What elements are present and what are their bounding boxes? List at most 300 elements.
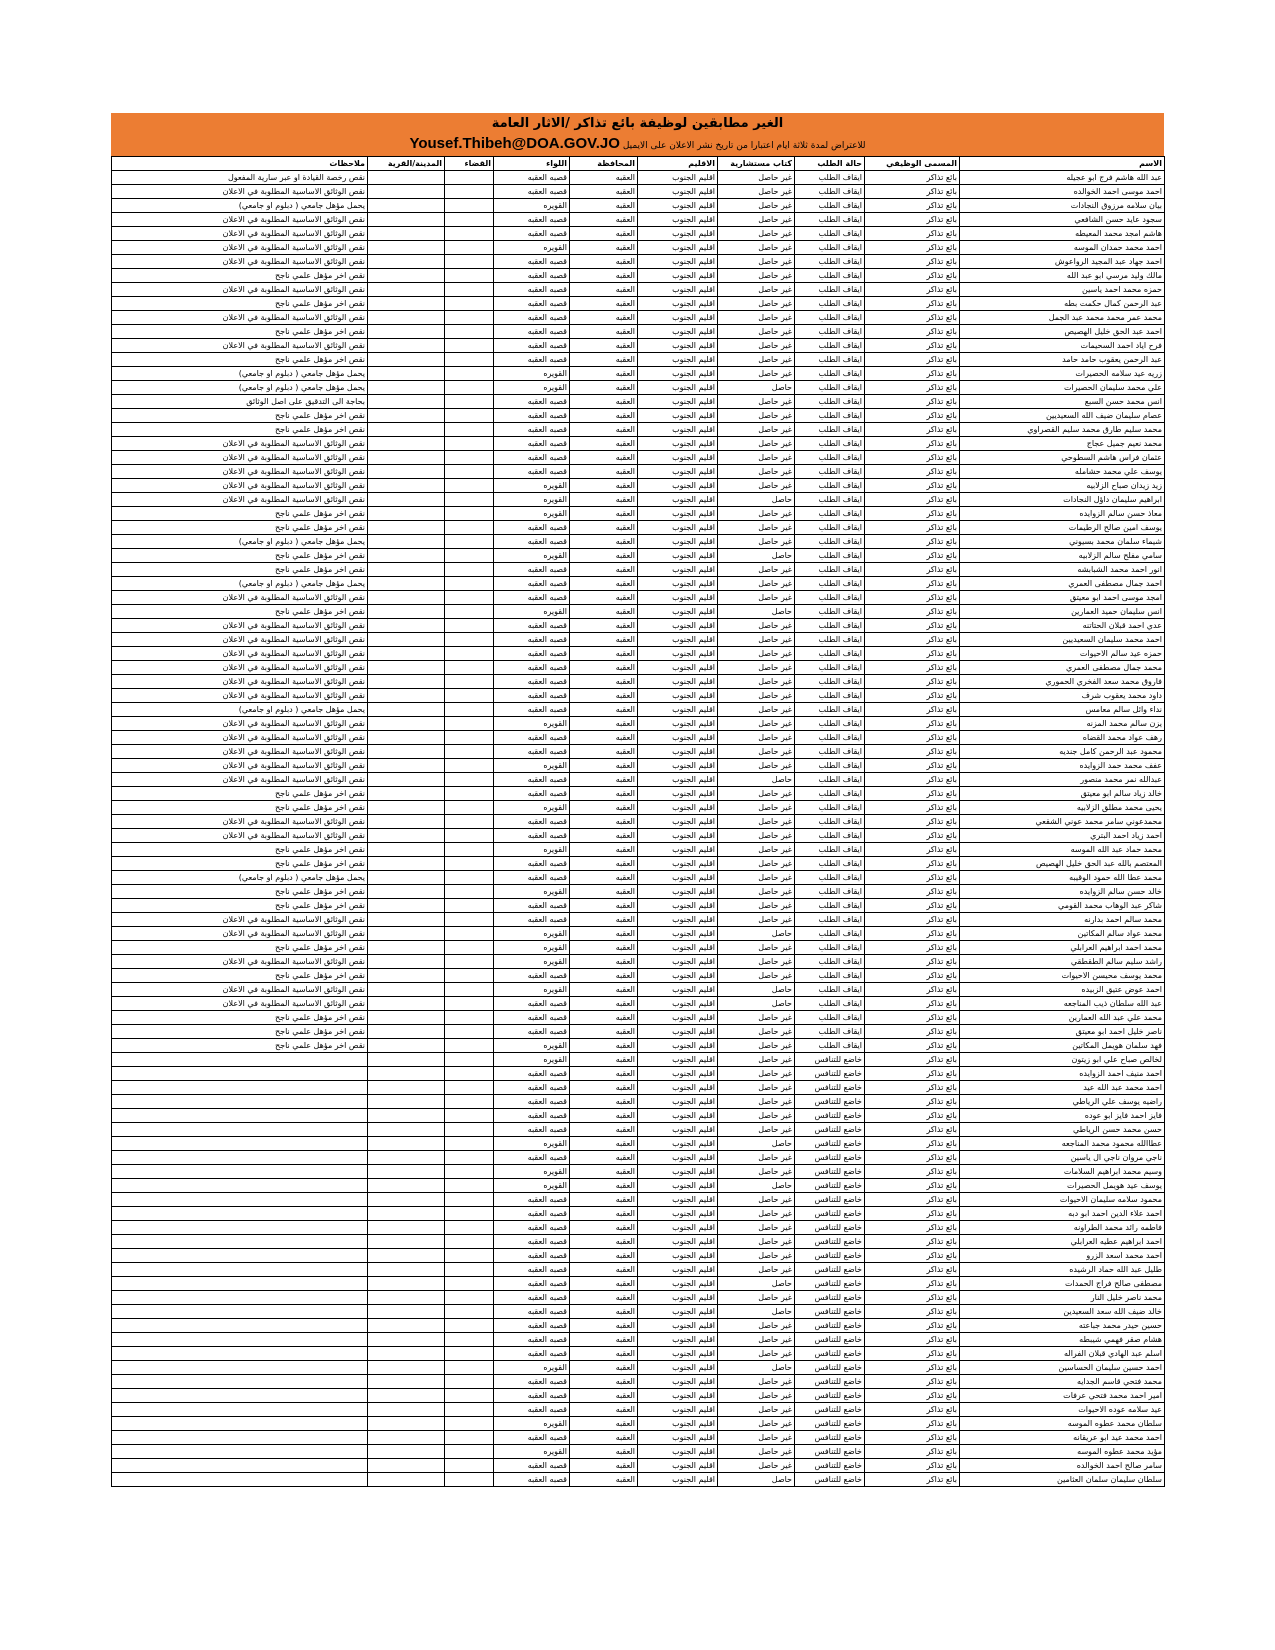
cell-region: اقليم الجنوب — [638, 1137, 718, 1151]
cell-region: اقليم الجنوب — [638, 1207, 718, 1221]
cell-subdistrict — [445, 1361, 494, 1375]
cell-governorate: العقبه — [570, 703, 638, 717]
cell-district: القويره — [494, 1179, 570, 1193]
cell-district: القويره — [494, 801, 570, 815]
cell-subdistrict — [445, 451, 494, 465]
cell-governorate: العقبه — [570, 1221, 638, 1235]
cell-notes — [112, 1179, 368, 1193]
cell-name: شيماء سلمان محمد بسيوني — [960, 535, 1165, 549]
cell-job-title: بائع تذاكر — [865, 1277, 960, 1291]
cell-district: قصبه العقبه — [494, 899, 570, 913]
cell-job-title: بائع تذاكر — [865, 213, 960, 227]
cell-governorate: العقبه — [570, 325, 638, 339]
cell-region: اقليم الجنوب — [638, 829, 718, 843]
cell-request-status: ايقاف الطلب — [795, 185, 865, 199]
table-row — [112, 745, 1165, 759]
cell-notes: نقص الوثائق الاساسية المطلوبة في الاعلان — [112, 283, 368, 297]
cell-ministry-letter: غير حاصل — [718, 199, 795, 213]
cell-job-title: بائع تذاكر — [865, 1179, 960, 1193]
cell-name: احمد محمد حمدان الموسه — [960, 241, 1165, 255]
cell-district: قصبه العقبه — [494, 1375, 570, 1389]
cell-subdistrict — [445, 1277, 494, 1291]
cell-district: قصبه العقبه — [494, 773, 570, 787]
cell-ministry-letter: غير حاصل — [718, 1207, 795, 1221]
cell-region: اقليم الجنوب — [638, 1473, 718, 1487]
cell-city-village — [368, 353, 445, 367]
cell-governorate: العقبه — [570, 577, 638, 591]
cell-ministry-letter: غير حاصل — [718, 563, 795, 577]
cell-request-status: خاضع للتنافس — [795, 1165, 865, 1179]
cell-subdistrict — [445, 1235, 494, 1249]
cell-region: اقليم الجنوب — [638, 1277, 718, 1291]
cell-subdistrict — [445, 675, 494, 689]
cell-job-title: بائع تذاكر — [865, 1473, 960, 1487]
cell-region: اقليم الجنوب — [638, 521, 718, 535]
cell-job-title: بائع تذاكر — [865, 1039, 960, 1053]
cell-region: اقليم الجنوب — [638, 465, 718, 479]
cell-job-title: بائع تذاكر — [865, 1235, 960, 1249]
cell-ministry-letter: غير حاصل — [718, 1417, 795, 1431]
cell-region: اقليم الجنوب — [638, 717, 718, 731]
cell-job-title: بائع تذاكر — [865, 983, 960, 997]
objection-email-link[interactable]: Yousef.Thibeh@DOA.GOV.JO — [409, 135, 620, 152]
cell-notes — [112, 1361, 368, 1375]
cell-district: قصبه العقبه — [494, 437, 570, 451]
cell-city-village — [368, 325, 445, 339]
table-row — [112, 591, 1165, 605]
cell-region: اقليم الجنوب — [638, 395, 718, 409]
cell-governorate: العقبه — [570, 633, 638, 647]
cell-ministry-letter: حاصل — [718, 381, 795, 395]
table-row — [112, 1011, 1165, 1025]
column-header-governorate: المحافظة — [570, 157, 638, 171]
cell-governorate: العقبه — [570, 451, 638, 465]
cell-name: هاشم امجد محمد المعيطه — [960, 227, 1165, 241]
cell-governorate: العقبه — [570, 1403, 638, 1417]
cell-district: القويره — [494, 381, 570, 395]
cell-city-village — [368, 689, 445, 703]
cell-name: انس سليمان حميد العمارين — [960, 605, 1165, 619]
cell-name: عبد الله هاشم فرج ابو عجيله — [960, 171, 1165, 185]
cell-request-status: ايقاف الطلب — [795, 857, 865, 871]
cell-district: القويره — [494, 717, 570, 731]
cell-job-title: بائع تذاكر — [865, 437, 960, 451]
cell-subdistrict — [445, 661, 494, 675]
cell-district: قصبه العقبه — [494, 913, 570, 927]
cell-governorate: العقبه — [570, 563, 638, 577]
cell-district: قصبه العقبه — [494, 1347, 570, 1361]
cell-subdistrict — [445, 927, 494, 941]
cell-request-status: خاضع للتنافس — [795, 1151, 865, 1165]
cell-subdistrict — [445, 1333, 494, 1347]
cell-region: اقليم الجنوب — [638, 325, 718, 339]
cell-request-status: ايقاف الطلب — [795, 535, 865, 549]
cell-name: علي محمد سليمان الحصيرات — [960, 381, 1165, 395]
cell-ministry-letter: حاصل — [718, 1179, 795, 1193]
cell-subdistrict — [445, 941, 494, 955]
cell-governorate: العقبه — [570, 717, 638, 731]
cell-region: اقليم الجنوب — [638, 773, 718, 787]
cell-governorate: العقبه — [570, 171, 638, 185]
cell-ministry-letter: غير حاصل — [718, 437, 795, 451]
cell-governorate: العقبه — [570, 913, 638, 927]
cell-governorate: العقبه — [570, 1319, 638, 1333]
cell-region: اقليم الجنوب — [638, 787, 718, 801]
cell-governorate: العقبه — [570, 1333, 638, 1347]
cell-city-village — [368, 185, 445, 199]
cell-region: اقليم الجنوب — [638, 1039, 718, 1053]
cell-name: فرح اياد احمد السحيمات — [960, 339, 1165, 353]
cell-request-status: ايقاف الطلب — [795, 843, 865, 857]
cell-governorate: العقبه — [570, 297, 638, 311]
cell-name: محمود سلامه سليمان الاحيوات — [960, 1193, 1165, 1207]
cell-name: خالد زياد سالم ابو معيتق — [960, 787, 1165, 801]
table-row — [112, 1375, 1165, 1389]
cell-governorate: العقبه — [570, 1277, 638, 1291]
cell-subdistrict — [445, 815, 494, 829]
cell-notes — [112, 1109, 368, 1123]
cell-request-status: خاضع للتنافس — [795, 1109, 865, 1123]
table-row — [112, 1445, 1165, 1459]
cell-name: محمد عطا الله حمود الوقيبه — [960, 871, 1165, 885]
table-row — [112, 1151, 1165, 1165]
cell-request-status: ايقاف الطلب — [795, 675, 865, 689]
cell-request-status: خاضع للتنافس — [795, 1095, 865, 1109]
cell-city-village — [368, 493, 445, 507]
cell-governorate: العقبه — [570, 1235, 638, 1249]
table-row — [112, 1347, 1165, 1361]
cell-notes: نقص اخر مؤهل علمي ناجح — [112, 423, 368, 437]
cell-subdistrict — [445, 549, 494, 563]
cell-request-status: خاضع للتنافس — [795, 1291, 865, 1305]
cell-notes — [112, 1459, 368, 1473]
cell-job-title: بائع تذاكر — [865, 1025, 960, 1039]
cell-district: قصبه العقبه — [494, 311, 570, 325]
cell-job-title: بائع تذاكر — [865, 661, 960, 675]
cell-request-status: ايقاف الطلب — [795, 969, 865, 983]
cell-request-status: ايقاف الطلب — [795, 689, 865, 703]
cell-city-village — [368, 507, 445, 521]
table-row — [112, 857, 1165, 871]
cell-notes: نقص الوثائق الاساسية المطلوبة في الاعلان — [112, 815, 368, 829]
cell-subdistrict — [445, 465, 494, 479]
table-row — [112, 199, 1165, 213]
cell-city-village — [368, 661, 445, 675]
cell-subdistrict — [445, 801, 494, 815]
cell-name: انس محمد حسن السبع — [960, 395, 1165, 409]
cell-district: قصبه العقبه — [494, 689, 570, 703]
table-row — [112, 1039, 1165, 1053]
cell-notes: نقص الوثائق الاساسية المطلوبة في الاعلان — [112, 227, 368, 241]
cell-notes: يحمل مؤهل جامعي ( دبلوم او جامعي) — [112, 703, 368, 717]
cell-name: محمد عمر محمد محمد عبد الجمل — [960, 311, 1165, 325]
cell-ministry-letter: غير حاصل — [718, 969, 795, 983]
cell-region: اقليم الجنوب — [638, 689, 718, 703]
cell-request-status: ايقاف الطلب — [795, 241, 865, 255]
cell-name: المعتصم بالله عبد الحق خليل الهصيص — [960, 857, 1165, 871]
cell-region: اقليم الجنوب — [638, 311, 718, 325]
cell-governorate: العقبه — [570, 227, 638, 241]
cell-subdistrict — [445, 1179, 494, 1193]
cell-request-status: ايقاف الطلب — [795, 1025, 865, 1039]
cell-job-title: بائع تذاكر — [865, 1417, 960, 1431]
cell-governorate: العقبه — [570, 605, 638, 619]
cell-subdistrict — [445, 871, 494, 885]
cell-city-village — [368, 1081, 445, 1095]
table-row — [112, 1193, 1165, 1207]
cell-request-status: خاضع للتنافس — [795, 1067, 865, 1081]
cell-city-village — [368, 1277, 445, 1291]
cell-notes: نقص رخصة القيادة او عبر سارية المفعول — [112, 171, 368, 185]
cell-region: اقليم الجنوب — [638, 801, 718, 815]
cell-region: اقليم الجنوب — [638, 1151, 718, 1165]
cell-city-village — [368, 367, 445, 381]
cell-notes: يحمل مؤهل جامعي ( دبلوم او جامعي) — [112, 367, 368, 381]
cell-region: اقليم الجنوب — [638, 1389, 718, 1403]
cell-request-status: ايقاف الطلب — [795, 941, 865, 955]
cell-governorate: العقبه — [570, 353, 638, 367]
cell-name: محمد عواد سالم المكاتين — [960, 927, 1165, 941]
cell-name: فايز احمد فايز ابو عوده — [960, 1109, 1165, 1123]
cell-name: احمد عبد الحق خليل الهصيص — [960, 325, 1165, 339]
cell-ministry-letter: غير حاصل — [718, 843, 795, 857]
cell-subdistrict — [445, 1305, 494, 1319]
cell-job-title: بائع تذاكر — [865, 773, 960, 787]
cell-job-title: بائع تذاكر — [865, 871, 960, 885]
cell-governorate: العقبه — [570, 1305, 638, 1319]
cell-name: وسيم محمد ابراهيم السلامات — [960, 1165, 1165, 1179]
cell-name: يوسف امين صالح الرطيمات — [960, 521, 1165, 535]
cell-job-title: بائع تذاكر — [865, 1193, 960, 1207]
cell-name: محمدعوني سامر محمد عوني الشقعي — [960, 815, 1165, 829]
cell-notes: نقص اخر مؤهل علمي ناجح — [112, 409, 368, 423]
cell-name: مصطفى صالح فراج الحمدات — [960, 1277, 1165, 1291]
cell-name: خالد ضيف الله سعد السعيدين — [960, 1305, 1165, 1319]
table-row — [112, 1053, 1165, 1067]
cell-city-village — [368, 731, 445, 745]
cell-region: اقليم الجنوب — [638, 353, 718, 367]
cell-district: قصبه العقبه — [494, 255, 570, 269]
cell-governorate: العقبه — [570, 1291, 638, 1305]
cell-governorate: العقبه — [570, 675, 638, 689]
cell-notes: نقص الوثائق الاساسية المطلوبة في الاعلان — [112, 437, 368, 451]
cell-district: قصبه العقبه — [494, 563, 570, 577]
cell-job-title: بائع تذاكر — [865, 689, 960, 703]
table-row — [112, 1417, 1165, 1431]
cell-governorate: العقبه — [570, 1039, 638, 1053]
cell-job-title: بائع تذاكر — [865, 1459, 960, 1473]
cell-ministry-letter: غير حاصل — [718, 1445, 795, 1459]
column-header-subdistrict: القضاء — [445, 157, 494, 171]
cell-city-village — [368, 871, 445, 885]
cell-city-village — [368, 1375, 445, 1389]
cell-notes: يحمل مؤهل جامعي ( دبلوم او جامعي) — [112, 577, 368, 591]
cell-region: اقليم الجنوب — [638, 1109, 718, 1123]
cell-region: اقليم الجنوب — [638, 605, 718, 619]
cell-name: عيد سلامه عوده الاحيوات — [960, 1403, 1165, 1417]
cell-city-village — [368, 1207, 445, 1221]
cell-governorate: العقبه — [570, 1081, 638, 1095]
cell-subdistrict — [445, 717, 494, 731]
cell-region: اقليم الجنوب — [638, 1305, 718, 1319]
cell-city-village — [368, 1459, 445, 1473]
cell-notes — [112, 1053, 368, 1067]
cell-name: محمد نعيم جميل عجاج — [960, 437, 1165, 451]
cell-city-village — [368, 941, 445, 955]
cell-notes — [112, 1319, 368, 1333]
cell-name: احمد منيف احمد الزوايده — [960, 1067, 1165, 1081]
cell-governorate: العقبه — [570, 969, 638, 983]
cell-governorate: العقبه — [570, 1361, 638, 1375]
cell-ministry-letter: غير حاصل — [718, 1123, 795, 1137]
table-row — [112, 703, 1165, 717]
cell-request-status: خاضع للتنافس — [795, 1459, 865, 1473]
cell-governorate: العقبه — [570, 1011, 638, 1025]
cell-governorate: العقبه — [570, 185, 638, 199]
table-row — [112, 423, 1165, 437]
cell-city-village — [368, 451, 445, 465]
cell-job-title: بائع تذاكر — [865, 1067, 960, 1081]
cell-governorate: العقبه — [570, 395, 638, 409]
column-header-job-title: المسمى الوظيفي — [865, 157, 960, 171]
cell-name: محمد علي عبد الله العمارين — [960, 1011, 1165, 1025]
cell-region: اقليم الجنوب — [638, 199, 718, 213]
cell-request-status: ايقاف الطلب — [795, 409, 865, 423]
table-row — [112, 661, 1165, 675]
cell-job-title: بائع تذاكر — [865, 1333, 960, 1347]
cell-job-title: بائع تذاكر — [865, 1291, 960, 1305]
cell-request-status: ايقاف الطلب — [795, 633, 865, 647]
cell-ministry-letter: غير حاصل — [718, 227, 795, 241]
cell-request-status: ايقاف الطلب — [795, 605, 865, 619]
cell-notes: نقص الوثائق الاساسية المطلوبة في الاعلان — [112, 745, 368, 759]
cell-district: قصبه العقبه — [494, 339, 570, 353]
cell-job-title: بائع تذاكر — [865, 423, 960, 437]
cell-city-village — [368, 913, 445, 927]
cell-ministry-letter: غير حاصل — [718, 395, 795, 409]
cell-job-title: بائع تذاكر — [865, 1109, 960, 1123]
cell-notes: نقص الوثائق الاساسية المطلوبة في الاعلان — [112, 619, 368, 633]
cell-subdistrict — [445, 619, 494, 633]
cell-district: قصبه العقبه — [494, 1277, 570, 1291]
cell-ministry-letter: حاصل — [718, 927, 795, 941]
cell-request-status: خاضع للتنافس — [795, 1221, 865, 1235]
cell-name: بيان سلامه مرزوق النجادات — [960, 199, 1165, 213]
cell-city-village — [368, 1291, 445, 1305]
cell-name: امير احمد محمد فتحي عرفات — [960, 1389, 1165, 1403]
objection-notice — [111, 135, 1164, 152]
cell-ministry-letter: غير حاصل — [718, 857, 795, 871]
cell-subdistrict — [445, 1039, 494, 1053]
cell-city-village — [368, 745, 445, 759]
cell-request-status: ايقاف الطلب — [795, 801, 865, 815]
cell-name: سامر صالح احمد الخوالده — [960, 1459, 1165, 1473]
cell-governorate: العقبه — [570, 311, 638, 325]
cell-region: اقليم الجنوب — [638, 871, 718, 885]
cell-request-status: ايقاف الطلب — [795, 745, 865, 759]
page-title: الغير مطابقين لوظيفة بائع تذاكر /الاثار العامة — [491, 116, 784, 131]
cell-request-status: خاضع للتنافس — [795, 1235, 865, 1249]
cell-city-village — [368, 423, 445, 437]
table-row — [112, 1473, 1165, 1487]
cell-subdistrict — [445, 241, 494, 255]
cell-job-title: بائع تذاكر — [865, 1095, 960, 1109]
cell-ministry-letter: غير حاصل — [718, 1319, 795, 1333]
cell-governorate: العقبه — [570, 899, 638, 913]
cell-name: فاروق محمد سعد الفخري الحموري — [960, 675, 1165, 689]
cell-district: قصبه العقبه — [494, 1207, 570, 1221]
cell-subdistrict — [445, 647, 494, 661]
cell-name: يوسف عيد هويمل الحصيرات — [960, 1179, 1165, 1193]
cell-city-village — [368, 1221, 445, 1235]
cell-city-village — [368, 1123, 445, 1137]
cell-governorate: العقبه — [570, 1431, 638, 1445]
objection-notice-text: للاعتراض لمدة ثلاثة ايام اعتبارا من تاريخ نشر الاعلان على الايميل — [622, 141, 866, 151]
cell-district: قصبه العقبه — [494, 619, 570, 633]
cell-ministry-letter: غير حاصل — [718, 311, 795, 325]
cell-district: القويره — [494, 759, 570, 773]
cell-name: يحيى محمد مطلق الزلابيه — [960, 801, 1165, 815]
cell-name: عبد الرحمن يعقوب حامد حامد — [960, 353, 1165, 367]
cell-ministry-letter: حاصل — [718, 1361, 795, 1375]
cell-region: اقليم الجنوب — [638, 437, 718, 451]
cell-district: قصبه العقبه — [494, 1081, 570, 1095]
cell-district: القويره — [494, 1137, 570, 1151]
cell-district: قصبه العقبه — [494, 997, 570, 1011]
cell-name: محمد جمال مصطفى العمري — [960, 661, 1165, 675]
cell-district: قصبه العقبه — [494, 1263, 570, 1277]
cell-governorate: العقبه — [570, 1193, 638, 1207]
cell-district: القويره — [494, 241, 570, 255]
cell-region: اقليم الجنوب — [638, 941, 718, 955]
cell-ministry-letter: غير حاصل — [718, 325, 795, 339]
cell-district: قصبه العقبه — [494, 1291, 570, 1305]
cell-subdistrict — [445, 1137, 494, 1151]
cell-district: قصبه العقبه — [494, 1123, 570, 1137]
cell-notes — [112, 1347, 368, 1361]
cell-job-title: بائع تذاكر — [865, 899, 960, 913]
cell-ministry-letter: غير حاصل — [718, 367, 795, 381]
cell-name: مالك وليد مرسي ابو عبد الله — [960, 269, 1165, 283]
cell-governorate: العقبه — [570, 1179, 638, 1193]
cell-name: محمد يوسف محيسن الاحيوات — [960, 969, 1165, 983]
cell-subdistrict — [445, 1319, 494, 1333]
cell-city-village — [368, 1389, 445, 1403]
cell-job-title: بائع تذاكر — [865, 199, 960, 213]
table-row — [112, 283, 1165, 297]
cell-district: القويره — [494, 1445, 570, 1459]
cell-notes: نقص الوثائق الاساسية المطلوبة في الاعلان — [112, 647, 368, 661]
cell-district: قصبه العقبه — [494, 1333, 570, 1347]
cell-notes: نقص اخر مؤهل علمي ناجح — [112, 605, 368, 619]
cell-region: اقليم الجنوب — [638, 227, 718, 241]
cell-district: قصبه العقبه — [494, 633, 570, 647]
cell-notes — [112, 1445, 368, 1459]
cell-region: اقليم الجنوب — [638, 1291, 718, 1305]
cell-region: اقليم الجنوب — [638, 703, 718, 717]
cell-governorate: العقبه — [570, 941, 638, 955]
cell-request-status: ايقاف الطلب — [795, 787, 865, 801]
cell-region: اقليم الجنوب — [638, 1025, 718, 1039]
cell-city-village — [368, 1053, 445, 1067]
cell-job-title: بائع تذاكر — [865, 563, 960, 577]
table-row — [112, 577, 1165, 591]
cell-subdistrict — [445, 367, 494, 381]
cell-request-status: خاضع للتنافس — [795, 1123, 865, 1137]
cell-subdistrict — [445, 535, 494, 549]
table-row — [112, 1095, 1165, 1109]
cell-ministry-letter: غير حاصل — [718, 661, 795, 675]
